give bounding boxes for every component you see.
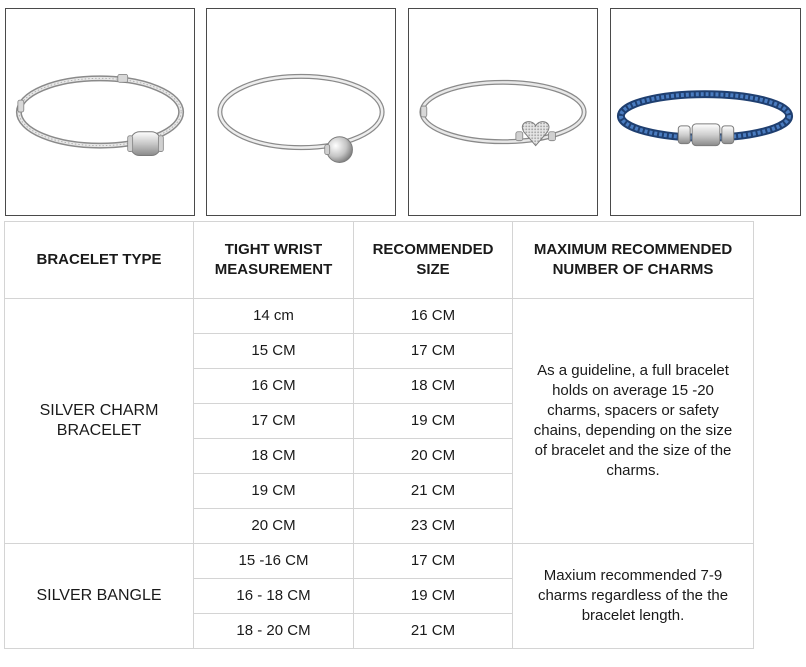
- wrist-cell: 17 CM: [194, 404, 354, 439]
- product-photo-row: [0, 0, 806, 222]
- wrist-cell: 16 CM: [194, 369, 354, 404]
- photo-heart-clasp-bracelet: [408, 8, 598, 216]
- header-recommended-size-line2: SIZE: [416, 261, 450, 278]
- wrist-cell: 14 cm: [194, 299, 354, 334]
- table-row: [5, 299, 754, 334]
- table-body: [5, 299, 754, 649]
- size-cell: 21 CM: [354, 474, 513, 509]
- charms-note-cell: [513, 544, 754, 649]
- size-cell: 20 CM: [354, 439, 513, 474]
- size-cell: 19 CM: [354, 579, 513, 614]
- note-line: chains, depending on the size: [533, 422, 733, 439]
- header-tight-wrist-line2: MEASUREMENT: [214, 261, 333, 278]
- size-cell: 23 CM: [354, 509, 513, 544]
- wrist-cell: 19 CM: [194, 474, 354, 509]
- wrist-cell: 16 - 18 CM: [194, 579, 354, 614]
- note-line: holds on average 15 -20: [552, 382, 714, 399]
- header-bracelet-type: [5, 222, 194, 299]
- note-line: bracelet length.: [581, 607, 685, 624]
- note-line: charms.: [606, 462, 660, 479]
- bracelet-type-line1: SILVER CHARM: [39, 402, 159, 419]
- bracelet-type-cell: [5, 544, 194, 649]
- wrist-cell: 15 CM: [194, 334, 354, 369]
- silver-bangle-image: [207, 9, 395, 215]
- header-tight-wrist: [194, 222, 354, 299]
- size-cell: 17 CM: [354, 334, 513, 369]
- snake-chain-bracelet-image: [6, 9, 194, 215]
- note-line: charms regardless of the the: [537, 587, 729, 604]
- header-recommended-size: [354, 222, 513, 299]
- table-header-row: [5, 222, 754, 299]
- note-line: of bracelet and the size of the: [534, 442, 732, 459]
- header-max-charms-line1: MAXIMUM RECOMMENDED: [533, 241, 733, 258]
- photo-silver-bangle: [206, 8, 396, 216]
- wrist-cell: 15 -16 CM: [194, 544, 354, 579]
- photo-blue-leather-bracelet: [610, 8, 801, 216]
- heart-clasp-bracelet-image: [409, 9, 597, 215]
- wrist-cell: 18 - 20 CM: [194, 614, 354, 649]
- bracelet-type-line2: BRACELET: [56, 422, 142, 439]
- size-cell: 17 CM: [354, 544, 513, 579]
- size-cell: 18 CM: [354, 369, 513, 404]
- size-cell: 21 CM: [354, 614, 513, 649]
- header-tight-wrist-line1: TIGHT WRIST: [224, 241, 323, 258]
- note-line: charms, spacers or safety: [547, 402, 719, 419]
- header-bracelet-type-text: BRACELET TYPE: [36, 251, 162, 268]
- size-cell: 19 CM: [354, 404, 513, 439]
- blue-leather-bracelet-image: [611, 9, 800, 215]
- note-line: As a guideline, a full bracelet: [537, 362, 729, 379]
- bracelet-size-table: [4, 221, 754, 649]
- bracelet-type-cell: [5, 299, 194, 544]
- size-cell: 16 CM: [354, 299, 513, 334]
- header-max-charms-line2: NUMBER OF CHARMS: [552, 261, 714, 278]
- header-max-charms: [513, 222, 754, 299]
- table-row: [5, 544, 754, 579]
- bracelet-type-line1: SILVER BANGLE: [36, 587, 162, 604]
- photo-snake-chain-bracelet: [5, 8, 195, 216]
- charms-note-cell: [513, 299, 754, 544]
- wrist-cell: 20 CM: [194, 509, 354, 544]
- header-recommended-size-line1: RECOMMENDED: [372, 241, 494, 258]
- note-line: Maxium recommended 7-9: [543, 567, 723, 584]
- wrist-cell: 18 CM: [194, 439, 354, 474]
